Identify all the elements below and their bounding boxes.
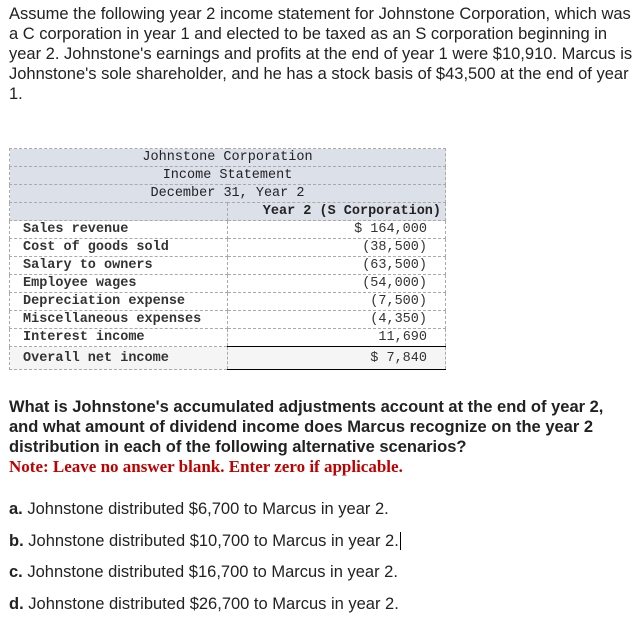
row-value: (4,350) (228, 311, 446, 329)
net-income-row (10, 347, 446, 370)
row-label: Overall net income (10, 347, 228, 370)
row-value: $ 7,840 (228, 347, 446, 370)
row-label: Employee wages (10, 275, 228, 293)
row-label: Depreciation expense (10, 293, 228, 311)
scenario-letter: a. (9, 500, 23, 518)
scenario-text: Johnstone distributed $16,700 to Marcus in year 2. (27, 563, 398, 581)
text-cursor (400, 532, 401, 550)
row-value: $ 164,000 (228, 221, 446, 239)
table-row (10, 293, 446, 311)
row-value: (38,500) (228, 239, 446, 257)
statement-date: December 31, Year 2 (10, 185, 446, 203)
table-row (10, 239, 446, 257)
table-row (10, 275, 446, 293)
column-header: Year 2 (S Corporation) (228, 203, 446, 221)
statement-title: Income Statement (10, 167, 446, 185)
row-label: Salary to owners (10, 257, 228, 275)
table-row (10, 311, 446, 329)
row-label: Miscellaneous expenses (10, 311, 228, 329)
problem-intro: Assume the following year 2 income statement for Johnstone Corporation, which was a C corporation in year 1 and elected to be taxed as an S corporation beginning in year 2. Johnstone's earnings and profits at the end of year 1 were $10,910. Marcus is Johnstone's sole shareholder, and he has a stock basis of $43,500 at the end of year 1. (9, 5, 633, 103)
row-label: Cost of goods sold (10, 239, 228, 257)
scenario-text: Johnstone distributed $6,700 to Marcus in year 2. (27, 500, 389, 518)
question-text: What is Johnstone's accumulated adjustments account at the end of year 2, and what amount of dividend income does Marcus recognize on the year 2 distribution in each of the following alternative scenarios? (9, 398, 604, 456)
table-row (10, 257, 446, 275)
table-row (10, 329, 446, 347)
row-value: (54,000) (228, 275, 446, 293)
scenario-letter: c. (9, 563, 23, 581)
question (9, 397, 629, 477)
scenario-b (9, 532, 401, 551)
row-label: Interest income (10, 329, 228, 347)
row-value: (63,500) (228, 257, 446, 275)
income-statement-table (9, 148, 446, 370)
scenario-letter: b. (9, 532, 24, 550)
row-value: 11,690 (228, 329, 446, 347)
row-label: Sales revenue (10, 221, 228, 239)
scenario-a (9, 500, 389, 519)
company-name: Johnstone Corporation (10, 149, 446, 167)
scenario-letter: d. (9, 595, 24, 613)
scenario-text: Johnstone distributed $10,700 to Marcus in year 2. (28, 532, 399, 550)
table-row (10, 221, 446, 239)
scenario-d (9, 595, 399, 614)
scenario-text: Johnstone distributed $26,700 to Marcus in year 2. (28, 595, 399, 613)
blank-header (10, 203, 228, 221)
row-value: (7,500) (228, 293, 446, 311)
instruction-note: Note: Leave no answer blank. Enter zero if applicable. (9, 457, 403, 476)
scenario-c (9, 563, 398, 582)
